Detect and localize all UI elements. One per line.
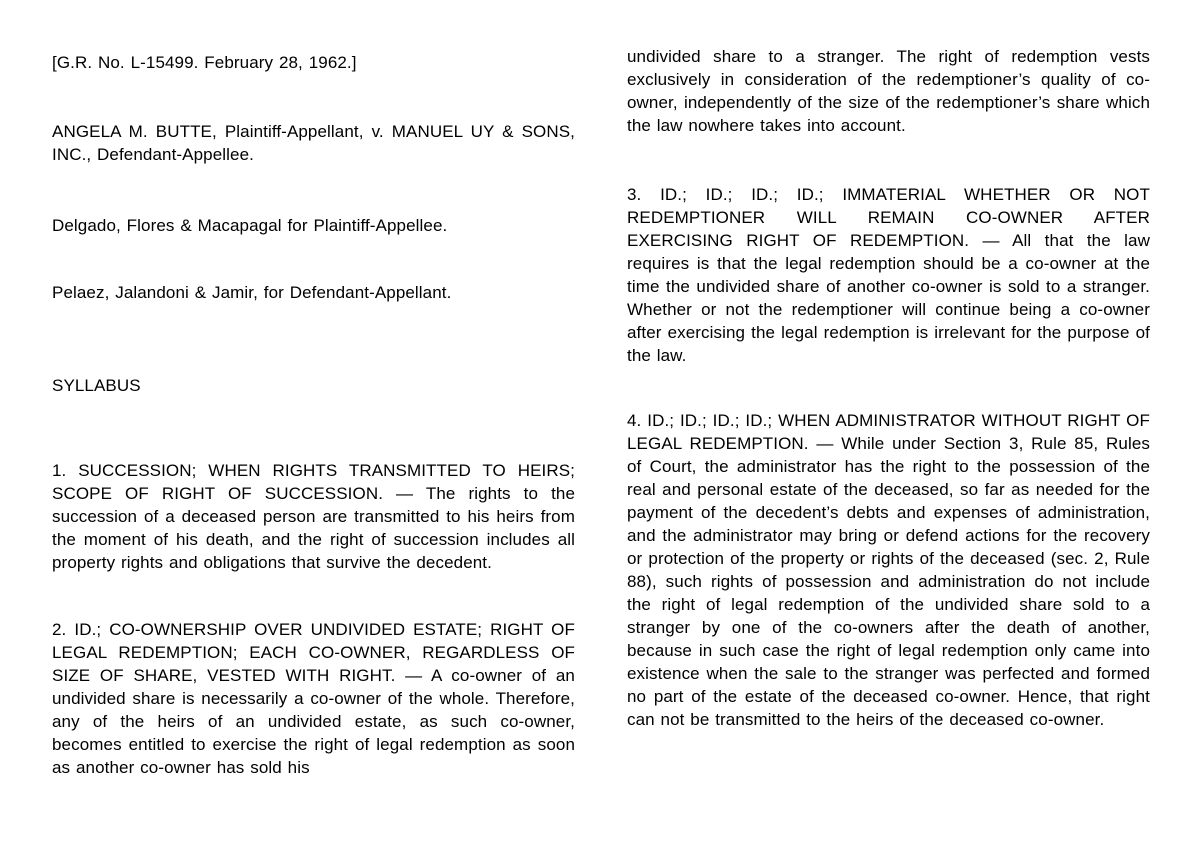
counsel-appellant-line: Pelaez, Jalandoni & Jamir, for Defendant-Appellant. (52, 283, 452, 302)
syllabus-paragraph-4: 4. ID.; ID.; ID.; ID.; WHEN ADMINISTRATOR WITHOUT RIGHT OF LEGAL REDEMPTION. — While under Section 3, Rule 85, Rules of Court, the administrator has the right to the possession of the real and personal estate of the deceased, so far as needed for the payment of the decedent’s debts and expenses of administration, and the administrator may bring or defend actions for the recovery or protection of the property or rights of the deceased (sec. 2, Rule 88), such rights of possession and administration do not include the right of legal redemption of the undivided share sold to a stranger by one of the co-owners after the death of another, because in such case the right of legal redemption only came into existence when the sale to the stranger was perfected and formed no part of the estate of the deceased co-owner. Hence, that right can not be transmitted to the heirs of the deceased co-owner. (627, 411, 1150, 729)
case-citation: [G.R. No. L-15499. February 28, 1962.] (52, 53, 357, 72)
syllabus-paragraph-2-left-part: 2. ID.; CO-OWNERSHIP OVER UNDIVIDED ESTATE; RIGHT OF LEGAL REDEMPTION; EACH CO-OWNER, REGARDLESS OF SIZE OF SHARE, VESTED WITH RIGHT. — A co-owner of an undivided share is necessarily a co-owner of the whole. Therefore, any of the heirs of an undivided estate, as such co-owner, becomes entitled to exercise the right of legal redemption as soon as another co-owner has sold his (52, 620, 575, 777)
counsel-appellee-line: Delgado, Flores & Macapagal for Plaintiff-Appellee. (52, 216, 448, 235)
syllabus-heading: SYLLABUS (52, 376, 141, 395)
syllabus-paragraph-2-right-part: undivided share to a stranger. The right of redemption vests exclusively in consideration of the redemptioner’s quality of co-owner, independently of the size of the redemptioner’s share which the law nowhere takes into account. (627, 47, 1150, 135)
left-column (52, 45, 575, 848)
syllabus-paragraph-3: 3. ID.; ID.; ID.; ID.; IMMATERIAL WHETHER OR NOT REDEMPTIONER WILL REMAIN CO-OWNER AFTER EXERCISING RIGHT OF REDEMPTION. — All that the law requires is that the legal redemption should be a co-owner at the time the undivided share of another co-owner is sold to a stranger. Whether or not the redemptioner will continue being a co-owner after exercising the legal redemption is irrelevant for the purpose of the law. (627, 185, 1150, 365)
syllabus-paragraph-1: 1. SUCCESSION; WHEN RIGHTS TRANSMITTED TO HEIRS; SCOPE OF RIGHT OF SUCCESSION. — The rights to the succession of a deceased person are transmitted to his heirs from the moment of his death, and the right of succession includes all property rights and obligations that survive the decedent. (52, 461, 575, 572)
right-column (627, 45, 1150, 848)
case-title: ANGELA M. BUTTE, Plaintiff-Appellant, v. MANUEL UY & SONS, INC., Defendant-Appellee. (52, 122, 575, 164)
